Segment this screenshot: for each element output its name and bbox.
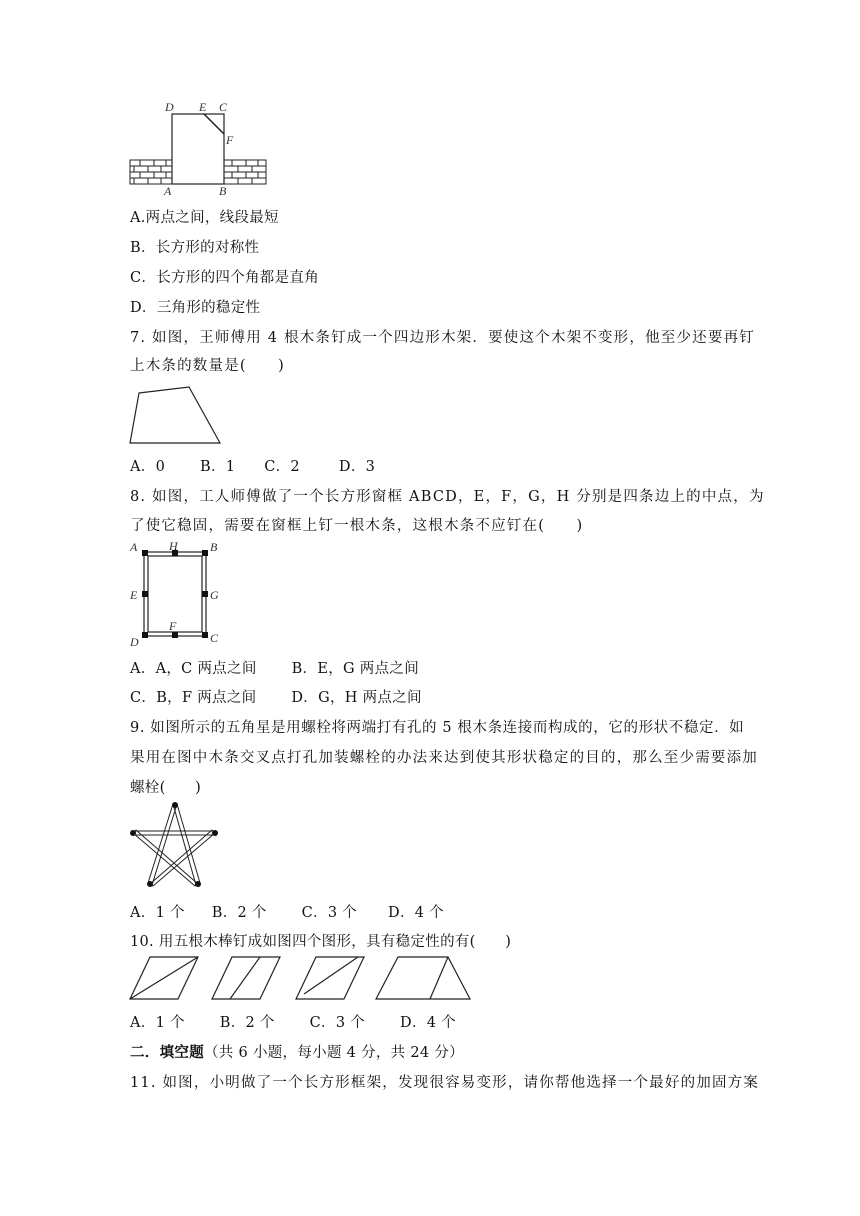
- label-f: F: [226, 133, 234, 147]
- label-d: D: [130, 635, 139, 648]
- label-e: E: [130, 588, 138, 602]
- q9-option-c: C．3 个: [301, 905, 358, 921]
- q7-option-c: C．2: [264, 459, 300, 475]
- q6-option-b: B．长方形的对称性: [130, 240, 260, 256]
- q8-option-a: A．A，C 两点之间: [130, 661, 257, 677]
- label-d: D: [165, 100, 174, 114]
- q11-text-line1: 11. 如图，小明做了一个长方形框架，发现很容易变形，请你帮他选择一个最好的加固方案: [130, 1075, 760, 1091]
- section-title: 二．填空题: [130, 1044, 204, 1061]
- q9-text-line1: 9. 如图所示的五角星是用螺栓将两端打有孔的 5 根木条连接而构成的，它的形状不稳定．如: [130, 720, 745, 736]
- label-h: H: [169, 539, 178, 553]
- q9-option-b: B．2 个: [211, 905, 267, 921]
- q6-option-d: D．三角形的稳定性: [130, 300, 261, 316]
- q8-option-b: B．E，G 两点之间: [291, 661, 420, 677]
- label-c: C: [219, 100, 228, 114]
- q8-options-row2: [130, 686, 422, 707]
- q7-option-b: B．1: [200, 459, 236, 475]
- q9-option-a: A．1 个: [130, 905, 185, 921]
- q10-options: [130, 1011, 456, 1032]
- label-g: G: [210, 588, 219, 602]
- label-a: A: [164, 184, 172, 196]
- section-note: （共 6 小题，每小题 4 分，共 24 分）: [204, 1045, 464, 1061]
- section-heading: [130, 1041, 464, 1062]
- q7-option-d: D．3: [338, 459, 376, 475]
- label-b: B: [210, 540, 218, 554]
- label-f: F: [169, 619, 177, 633]
- q6-option-a: A.两点之间，线段最短: [130, 210, 279, 226]
- q10-figures: [128, 954, 474, 1002]
- q10-option-d: D．4 个: [400, 1015, 456, 1031]
- q9-option-d: D．4 个: [388, 905, 444, 921]
- q7-text-line2: 上木条的数量是( ): [130, 358, 286, 374]
- q10-option-a: A．1 个: [130, 1015, 185, 1031]
- q6-option-c: C．长方形的四个角都是直角: [130, 270, 319, 286]
- q8-option-d: D．G，H 两点之间: [291, 690, 422, 706]
- q8-option-c: C．B，F 两点之间: [130, 690, 257, 706]
- q9-text-line2: 果用在图中木条交叉点打孔加装螺栓的办法来达到使其形状稳定的目的，那么至少需要添加: [130, 750, 758, 766]
- q8-window-frame-figure: [128, 538, 228, 648]
- q7-quadrilateral-figure: [128, 385, 224, 447]
- q8-options-row1: [130, 657, 419, 678]
- q9-text-line3: 螺栓( ): [130, 780, 202, 796]
- q10-option-c: C．3 个: [309, 1015, 366, 1031]
- label-a: A: [130, 540, 138, 554]
- q10-text-line1: 10. 用五根木棒钉成如图四个图形，具有稳定性的有( ): [130, 934, 512, 950]
- q10-option-b: B．2 个: [219, 1015, 275, 1031]
- q7-option-a: A．0: [130, 459, 166, 475]
- label-b: B: [219, 184, 227, 196]
- label-e: E: [199, 100, 207, 114]
- q8-text-line1: 8. 如图，工人师傅做了一个长方形窗框 ABCD，E，F，G，H 分别是四条边上的中点，为: [130, 489, 765, 505]
- q9-options: [130, 901, 444, 922]
- label-c: C: [210, 631, 219, 645]
- q7-options: [130, 455, 375, 476]
- q8-text-line2: 了使它稳固，需要在窗框上钉一根木条，这根木条不应钉在( ): [130, 518, 584, 534]
- door-frame-figure: [128, 100, 268, 196]
- q9-star-figure: [128, 800, 222, 890]
- q7-text-line1: 7. 如图，王师傅用 4 根木条钉成一个四边形木架．要使这个木架不变形，他至少还要再钉: [130, 330, 755, 346]
